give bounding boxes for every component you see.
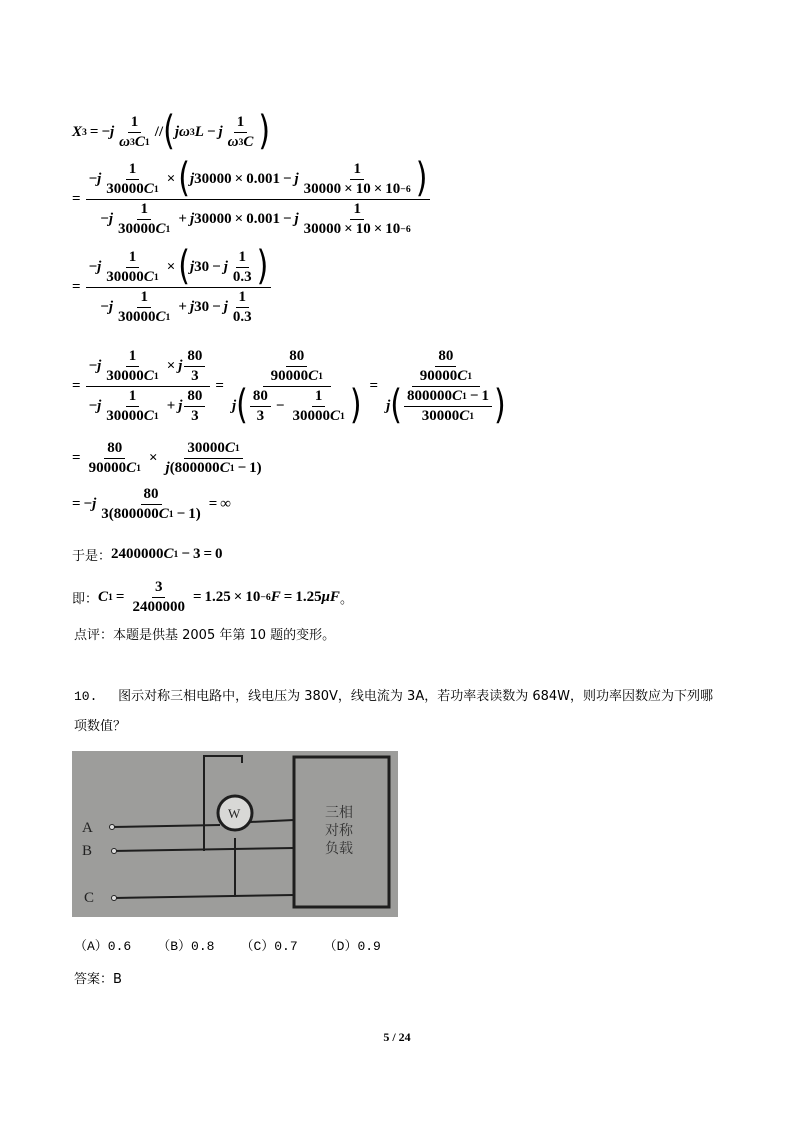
equation-step-fraction-chain	[72, 338, 511, 434]
math-text: 30000	[118, 308, 156, 325]
fraction-denominator	[301, 180, 414, 198]
left-paren: (	[178, 154, 190, 202]
math-text: = −	[72, 495, 93, 512]
paren-content	[190, 249, 257, 286]
math-variable: j	[97, 357, 102, 374]
option-b: （B）0.8	[157, 939, 215, 954]
fraction-denominator	[115, 308, 173, 326]
math-text: 1	[236, 113, 245, 130]
math-text: 1	[130, 113, 139, 130]
math-text: = 1.25	[280, 588, 322, 605]
math-subscript: 3	[82, 126, 87, 138]
math-text: 1	[128, 347, 137, 364]
math-text: ×	[145, 449, 161, 466]
fraction-denominator	[289, 407, 347, 425]
fraction-numerator	[236, 289, 250, 308]
math-variable: j	[189, 298, 195, 315]
math-subscript: 1	[467, 370, 473, 382]
math-subscript: 1	[144, 136, 150, 148]
math-text: 30000 × 10 × 10	[303, 220, 401, 237]
fraction-denominator	[86, 387, 211, 425]
question-text: 图示对称三相电路中，线电压为 380V，线电流为 3A，若功率表读数为 684W，则功率因数应为下列哪	[118, 689, 714, 704]
answer-text: 答案：B	[74, 972, 122, 987]
math-parentheses	[178, 242, 269, 290]
math-parentheses	[236, 381, 362, 429]
equation-step-infinity	[72, 482, 231, 526]
math-text: ×	[163, 357, 179, 374]
fraction-denominator	[116, 133, 153, 151]
math-text: 1	[140, 288, 148, 305]
fraction-denominator	[115, 220, 173, 238]
math-fraction	[268, 348, 326, 385]
question-number: 10.	[74, 689, 98, 704]
math-text: 30000 × 0.001 −	[194, 210, 295, 227]
math-text: −	[88, 397, 98, 414]
fraction-numerator	[184, 440, 242, 459]
right-paren: )	[493, 381, 506, 429]
math-text: 30000	[106, 180, 144, 197]
fraction-numerator	[126, 249, 140, 268]
math-fraction	[103, 161, 161, 198]
math-text: 30000 × 0.001 −	[194, 170, 295, 187]
question-line-2: 项数值？	[74, 719, 127, 734]
math-subscript: 1	[168, 508, 174, 520]
math-subscript: 1	[153, 183, 159, 195]
math-variable: C	[163, 545, 174, 562]
therefore-line	[72, 542, 223, 566]
math-text: 1	[128, 387, 137, 404]
math-text: −	[272, 397, 288, 414]
math-variable: C	[243, 133, 254, 150]
math-text: 2400000	[132, 598, 185, 615]
left-paren: (	[163, 107, 175, 155]
math-text: =	[72, 278, 84, 295]
math-text: 3	[256, 407, 265, 424]
fraction-denominator	[103, 407, 161, 425]
left-paren: (	[390, 381, 402, 429]
fraction-denominator	[254, 407, 268, 425]
math-fraction	[103, 388, 161, 425]
math-parentheses	[390, 381, 506, 429]
fraction-denominator	[97, 288, 259, 326]
math-text: 3	[154, 578, 163, 595]
math-text: ×	[163, 170, 179, 187]
math-variable: C	[134, 133, 145, 150]
math-fraction	[417, 348, 475, 385]
math-fraction	[86, 440, 144, 477]
fraction-numerator	[86, 242, 272, 290]
equation-step-numeric	[72, 156, 432, 242]
fraction-numerator	[286, 348, 307, 367]
math-variable: j	[110, 123, 115, 140]
math-fraction	[250, 388, 271, 425]
math-superscript: −6	[400, 223, 411, 235]
fraction-denominator	[163, 459, 265, 477]
math-variable: C	[155, 308, 166, 325]
math-fraction	[98, 486, 203, 523]
fraction-denominator	[225, 133, 257, 151]
math-text: =	[366, 377, 382, 394]
math-text: −	[100, 210, 109, 227]
math-variable: ω	[179, 123, 190, 140]
math-variable: j	[165, 459, 170, 476]
fraction-numerator	[435, 348, 456, 367]
fraction-numerator	[350, 201, 364, 220]
math-variable: j	[223, 258, 228, 275]
circuit-diagram	[72, 751, 398, 917]
page-number: 5 / 24	[383, 1030, 411, 1044]
question-line-1	[74, 685, 713, 704]
math-subscript: 1	[165, 223, 171, 235]
paren-content	[248, 388, 350, 425]
math-variable: j	[97, 397, 102, 414]
fraction-denominator	[103, 367, 161, 385]
math-text: 80	[187, 387, 203, 404]
math-subscript: 1	[153, 370, 159, 382]
math-variable: X	[72, 123, 83, 140]
load-label-2: 对称	[325, 823, 353, 839]
math-variable: j	[189, 170, 195, 187]
fraction-numerator	[152, 579, 166, 598]
math-text: − 1	[466, 387, 489, 404]
terminal-b: B	[82, 843, 93, 859]
equation-step-product	[72, 436, 267, 480]
math-variable: μF	[321, 588, 340, 605]
paren-content	[190, 161, 416, 198]
answer-options	[74, 935, 381, 954]
math-text: 80	[187, 347, 203, 364]
math-variable: j	[231, 397, 237, 414]
math-text: 0.3	[232, 308, 252, 325]
math-subscript: 1	[165, 311, 171, 323]
math-fraction	[404, 388, 492, 425]
math-fraction	[115, 201, 173, 238]
math-subscript: 1	[339, 410, 345, 422]
math-variable: C	[143, 407, 154, 424]
math-text: 90000	[88, 459, 127, 476]
math-fraction	[301, 161, 414, 198]
math-text: =	[72, 449, 84, 466]
math-subscript: 1	[469, 410, 475, 422]
math-variable: L	[194, 123, 204, 140]
math-variable: j	[178, 397, 183, 414]
equation-x3-definition	[72, 107, 271, 155]
ie-label: 即：	[72, 591, 99, 607]
fraction-denominator	[419, 407, 477, 425]
math-parentheses	[163, 107, 271, 155]
fraction-denominator	[230, 308, 255, 326]
math-fraction	[129, 579, 188, 616]
comment-text: 点评：本题是供基 2005 年第 10 题的变形。	[74, 628, 336, 643]
math-text: −	[88, 170, 98, 187]
math-text: +	[163, 397, 179, 414]
math-text: 1	[128, 160, 137, 177]
fraction-numerator	[350, 161, 364, 180]
fraction-denominator	[103, 268, 161, 286]
math-text: 80	[289, 347, 305, 364]
math-text: 80	[438, 347, 454, 364]
math-variable: C	[457, 367, 468, 384]
math-subscript: 1	[136, 462, 141, 474]
fraction-denominator	[188, 367, 202, 385]
math-text: = 1.25 × 10	[189, 588, 261, 605]
math-variable: j	[386, 397, 391, 414]
right-paren: )	[256, 242, 269, 290]
math-variable: C	[126, 459, 137, 476]
math-variable: j	[178, 357, 183, 374]
fraction-denominator	[417, 367, 475, 385]
fraction-numerator	[263, 348, 331, 387]
load-label-3: 负载	[325, 841, 353, 857]
math-subscript: 1	[153, 410, 159, 422]
math-text: 80	[143, 485, 159, 502]
math-variable: C	[329, 407, 340, 424]
paren-content	[175, 114, 259, 151]
math-text: − 3 = 0	[178, 545, 223, 562]
math-text: = −	[86, 123, 110, 140]
math-variable: C	[219, 459, 230, 476]
math-text: 30000	[106, 407, 144, 424]
fraction-numerator	[104, 440, 125, 459]
math-variable: C	[158, 505, 169, 522]
math-text: 80	[107, 439, 123, 456]
math-subscript: 3	[130, 136, 135, 148]
math-text: 1	[128, 248, 137, 265]
math-text: =	[212, 377, 227, 394]
math-text: −	[88, 258, 98, 275]
ie-line	[72, 574, 353, 620]
math-variable: j	[294, 170, 299, 187]
math-text: 0.3	[232, 268, 252, 285]
math-fraction	[230, 289, 255, 326]
math-variable: j	[294, 210, 299, 227]
fraction-numerator	[137, 201, 151, 220]
math-text: =	[72, 377, 84, 394]
fraction-numerator	[236, 249, 250, 268]
right-paren: )	[258, 107, 271, 155]
math-fraction	[86, 242, 272, 326]
therefore-equation	[111, 546, 223, 563]
math-text: −	[100, 298, 109, 315]
math-fraction	[103, 348, 161, 385]
math-text: 30 −	[194, 298, 224, 315]
fraction-denominator	[86, 459, 144, 477]
therefore-label: 于是：	[72, 548, 112, 564]
math-text: 800000	[407, 387, 452, 404]
option-d: （D）0.9	[323, 939, 381, 954]
fraction-numerator	[234, 114, 248, 133]
math-text: 1	[238, 288, 246, 305]
math-variable: j	[174, 123, 180, 140]
math-subscript: 1	[153, 271, 159, 283]
math-variable: F	[270, 588, 281, 605]
math-variable: ω	[227, 133, 239, 150]
math-subscript: 1	[108, 591, 113, 603]
fraction-denominator	[301, 220, 414, 238]
math-fraction	[301, 201, 414, 238]
fraction-numerator	[312, 388, 326, 407]
option-a: （A）0.6	[74, 939, 132, 954]
fraction-denominator	[229, 381, 365, 429]
fraction-denominator	[97, 200, 418, 238]
terminal-c: C	[84, 890, 95, 906]
math-variable: C	[452, 387, 463, 404]
left-paren: (	[178, 242, 190, 290]
load-label-1: 三相	[325, 805, 353, 821]
math-variable: j	[189, 210, 195, 227]
math-variable: C	[143, 268, 154, 285]
math-variable: j	[97, 170, 102, 187]
fraction-numerator	[86, 154, 431, 202]
fraction-numerator	[250, 388, 271, 407]
math-variable: j	[223, 298, 228, 315]
terminal-a: A	[82, 820, 93, 836]
math-variable: j	[108, 298, 114, 315]
math-subscript: 1	[234, 442, 240, 454]
math-text: 30000	[292, 407, 330, 424]
math-variable: j	[97, 258, 102, 275]
math-fraction	[229, 347, 365, 429]
math-variable: j	[92, 495, 97, 512]
math-text: ×	[163, 258, 179, 275]
math-text: = ∞	[205, 495, 231, 512]
math-text: 30 −	[194, 258, 224, 275]
math-variable: C	[143, 367, 154, 384]
math-superscript: −6	[400, 183, 411, 195]
math-text: 80	[252, 387, 268, 404]
fraction-numerator	[404, 388, 492, 407]
fraction-denominator	[103, 180, 161, 198]
fraction-numerator	[86, 348, 211, 387]
math-text: +	[175, 210, 190, 227]
math-text: 90000	[270, 367, 309, 384]
math-text: 1	[140, 200, 148, 217]
paren-content	[402, 388, 494, 425]
math-text: 1	[353, 200, 361, 217]
math-fraction	[116, 114, 153, 151]
math-fraction	[230, 249, 255, 286]
math-variable: j	[189, 258, 195, 275]
fraction-denominator	[129, 598, 188, 616]
math-text: 1	[314, 387, 323, 404]
math-text: 1	[353, 160, 361, 177]
math-fraction	[184, 388, 205, 425]
fraction-numerator	[184, 388, 205, 407]
math-fraction	[184, 348, 205, 385]
math-text: 30000	[118, 220, 156, 237]
math-subscript: 1	[318, 370, 323, 382]
math-text: 30000	[187, 439, 225, 456]
option-c: （C）0.7	[240, 939, 298, 954]
math-text: 3	[191, 407, 199, 424]
math-variable: C	[308, 367, 319, 384]
math-variable: C	[224, 439, 235, 456]
math-text: //	[154, 123, 164, 140]
math-text: (800000	[169, 459, 220, 476]
math-text: − 1)	[234, 459, 262, 476]
math-text: 30000	[421, 407, 460, 424]
math-fraction	[383, 347, 509, 429]
ie-equation	[98, 579, 340, 616]
math-subscript: 1	[173, 548, 179, 560]
math-text: 30000	[106, 367, 144, 384]
math-text: −	[203, 123, 219, 140]
math-text: 1	[238, 248, 246, 265]
math-variable: j	[108, 210, 114, 227]
fraction-numerator	[184, 348, 205, 367]
right-paren: )	[415, 154, 428, 202]
math-subscript: 1	[229, 462, 235, 474]
fraction-numerator	[128, 114, 142, 133]
math-variable: C	[143, 180, 154, 197]
math-text: 3(800000	[101, 505, 159, 522]
math-text: 30000 × 10 × 10	[303, 180, 401, 197]
math-text: +	[175, 298, 190, 315]
math-subscript: 3	[238, 136, 244, 148]
math-superscript: −6	[260, 591, 271, 603]
fraction-numerator	[126, 388, 140, 407]
equation-step-simplified	[72, 242, 273, 328]
math-text: −	[88, 357, 98, 374]
math-variable: C	[459, 407, 470, 424]
math-text: 3	[191, 367, 199, 384]
left-paren: (	[236, 381, 248, 429]
math-fraction	[86, 348, 211, 425]
math-variable: C	[98, 588, 109, 605]
fraction-numerator	[141, 486, 162, 505]
fraction-numerator	[126, 161, 140, 180]
fraction-denominator	[98, 505, 203, 523]
math-text: 30000	[106, 268, 144, 285]
math-text: =	[112, 588, 128, 605]
fraction-denominator	[268, 367, 326, 385]
math-parentheses	[178, 154, 428, 202]
fraction-numerator	[137, 289, 151, 308]
fraction-denominator	[383, 381, 509, 429]
math-fraction	[225, 114, 257, 151]
math-variable: ω	[119, 133, 131, 150]
right-paren: )	[349, 381, 362, 429]
ie-suffix: 。	[339, 591, 353, 607]
math-fraction	[103, 249, 161, 286]
math-fraction	[289, 388, 347, 425]
fraction-denominator	[230, 268, 255, 286]
math-text: =	[72, 190, 84, 207]
math-fraction	[115, 289, 173, 326]
math-fraction	[86, 154, 431, 238]
math-text: 2400000	[111, 545, 164, 562]
fraction-denominator	[188, 407, 202, 425]
math-text: − 1)	[173, 505, 201, 522]
math-variable: C	[155, 220, 166, 237]
math-subscript: 3	[189, 126, 195, 138]
math-fraction	[163, 440, 265, 477]
wattmeter-label: W	[228, 806, 241, 821]
math-subscript: 1	[462, 390, 467, 402]
fraction-numerator	[412, 348, 480, 387]
math-variable: j	[218, 123, 223, 140]
math-text: 90000	[419, 367, 458, 384]
fraction-numerator	[126, 348, 140, 367]
